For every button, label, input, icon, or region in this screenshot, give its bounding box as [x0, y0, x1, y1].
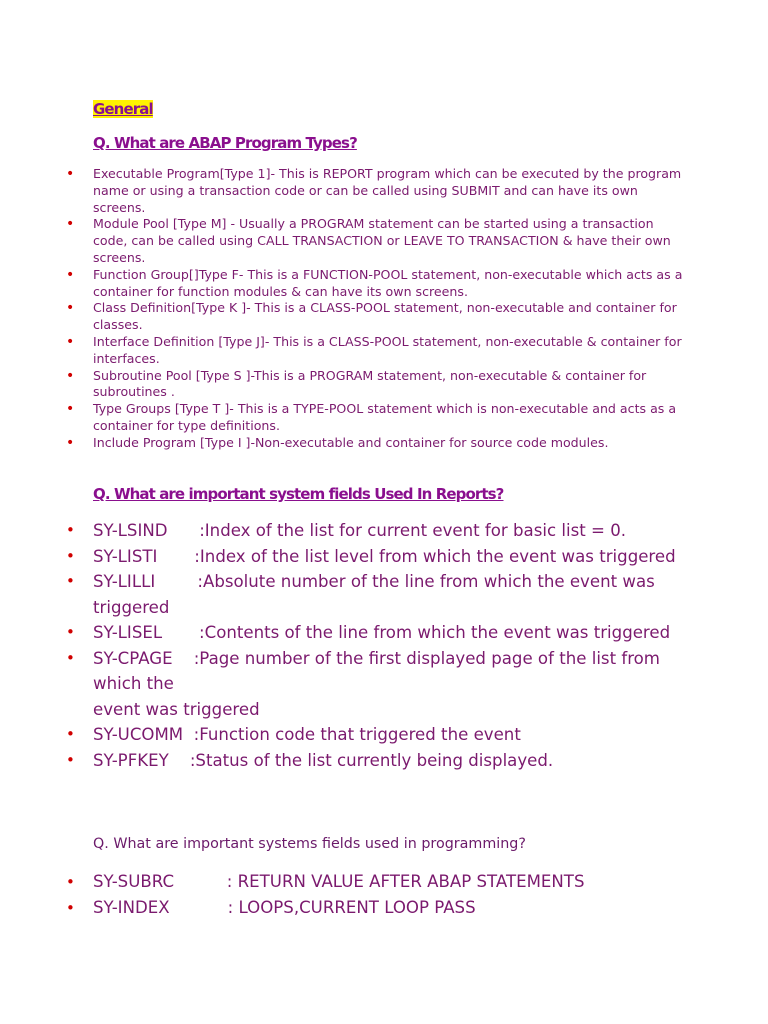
- list-item: • Function Group[]Type F- This is a FUNCTION-POOL statement, non-executable which acts as a container for function modules & can have its own screens.: [0, 267, 683, 301]
- list-item: • SY-LISEL :Contents of the line from which the event was triggered: [0, 620, 683, 646]
- list-item: • Module Pool [Type M] - Usually a PROGRAM statement can be started using a transaction code, can be called using CALL TRANSACTION or LEAVE TO TRANSACTION & have their own screens.: [0, 216, 683, 266]
- general-heading: General: [93, 100, 153, 118]
- report-fields-list: [0, 518, 683, 773]
- list-item: • SY-PFKEY :Status of the list currently being displayed.: [0, 748, 683, 774]
- list-item: • SY-LISTI :Index of the list level from which the event was triggered: [0, 544, 683, 570]
- list-item: • Class Definition[Type K ]- This is a CLASS-POOL statement, non-executable and container for classes.: [0, 300, 683, 334]
- program-types-list: [0, 166, 683, 452]
- programming-fields-list: [0, 869, 683, 921]
- list-item: • SY-INDEX : LOOPS,CURRENT LOOP PASS: [0, 895, 683, 921]
- list-item: • Include Program [Type I ]-Non-executable and container for source code modules.: [0, 435, 683, 452]
- list-item: • SY-CPAGE :Page number of the first displayed page of the list from which the event was triggered: [0, 646, 683, 723]
- list-item: • Type Groups [Type T ]- This is a TYPE-POOL statement which is non-executable and acts as a container for type definitions.: [0, 401, 683, 435]
- list-item: • SY-LILLI :Absolute number of the line from which the event was triggered: [0, 569, 683, 620]
- question-program-types: Q. What are ABAP Program Types?: [93, 134, 357, 152]
- list-item: • Subroutine Pool [Type S ]-This is a PROGRAM statement, non-executable & container for subroutines .: [0, 368, 683, 402]
- list-item: • SY-LSIND :Index of the list for current event for basic list = 0.: [0, 518, 683, 544]
- list-item: • SY-SUBRC : RETURN VALUE AFTER ABAP STATEMENTS: [0, 869, 683, 895]
- list-item: • SY-UCOMM :Function code that triggered the event: [0, 722, 683, 748]
- list-item: • Interface Definition [Type J]- This is a CLASS-POOL statement, non-executable & container for interfaces.: [0, 334, 683, 368]
- list-item: • Executable Program[Type 1]- This is REPORT program which can be executed by the program name or using a transaction code or can be called using SUBMIT and can have its own screens.: [0, 166, 683, 216]
- question-report-fields: Q. What are important system fields Used In Reports?: [93, 485, 504, 503]
- question-programming-fields: Q. What are important systems fields used in programming?: [93, 836, 526, 852]
